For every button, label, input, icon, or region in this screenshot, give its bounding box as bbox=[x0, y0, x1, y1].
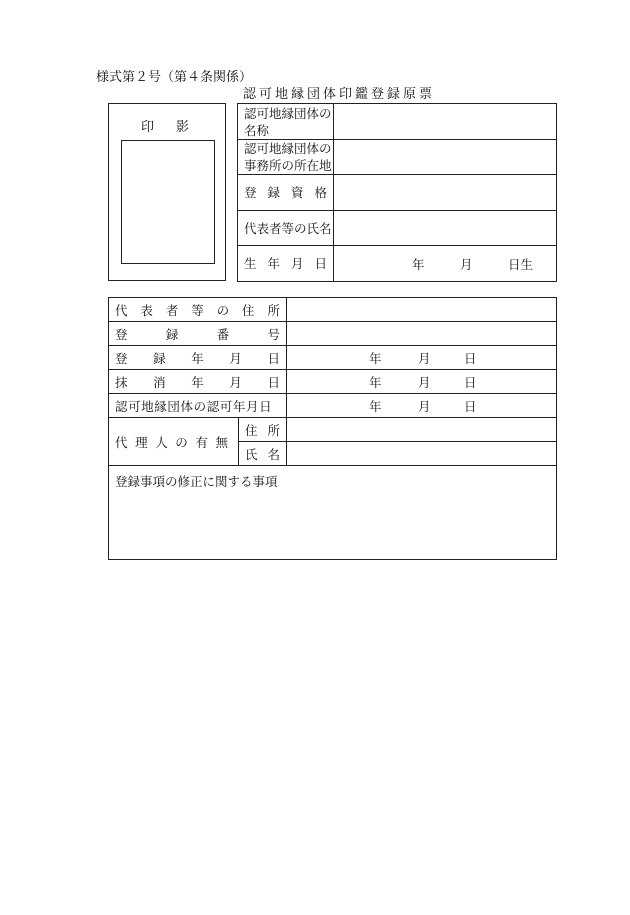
approval-date-label: 認可地縁団体の認可年月日 bbox=[109, 394, 287, 418]
registration-info-table bbox=[108, 297, 557, 560]
form-title: 認可地縁団体印鑑登録原票 bbox=[243, 87, 436, 102]
registration-number-label: 登 録 番 号 bbox=[109, 322, 287, 346]
agent-address-field[interactable] bbox=[287, 418, 557, 442]
org-name-field[interactable] bbox=[334, 104, 557, 140]
organization-info-table bbox=[237, 103, 557, 282]
representative-name-field[interactable] bbox=[334, 211, 557, 246]
form-number: 様式第２号（第４条関係） bbox=[96, 70, 253, 85]
qualification-field[interactable] bbox=[334, 175, 557, 211]
representative-name-label: 代表者等の氏名 bbox=[238, 211, 334, 246]
qualification-label: 登 録 資 格 bbox=[238, 175, 334, 211]
amendment-notes-field[interactable] bbox=[109, 466, 557, 560]
agent-name-label: 氏 名 bbox=[239, 442, 287, 466]
birthdate-label: 生 年 月 日 bbox=[238, 246, 334, 282]
registration-date-field[interactable]: 年 月 日 bbox=[287, 346, 557, 370]
office-address-field[interactable] bbox=[334, 140, 557, 175]
agent-name-field[interactable] bbox=[287, 442, 557, 466]
cancellation-date-label: 抹 消 年 月 日 bbox=[109, 370, 287, 394]
seal-impression-area bbox=[121, 140, 215, 264]
cancellation-date-field[interactable]: 年 月 日 bbox=[287, 370, 557, 394]
seal-label: 印影 bbox=[140, 120, 211, 135]
registration-date-label: 登 録 年 月 日 bbox=[109, 346, 287, 370]
registration-number-field[interactable] bbox=[287, 322, 557, 346]
agent-address-label: 住 所 bbox=[239, 418, 287, 442]
org-name-label: 認可地縁団体の 名称 bbox=[238, 104, 334, 140]
birthdate-field[interactable]: 年 月 日生 bbox=[334, 246, 557, 282]
office-address-label: 認可地縁団体の 事務所の所在地 bbox=[238, 140, 334, 175]
approval-date-field[interactable]: 年 月 日 bbox=[287, 394, 557, 418]
representative-address-label: 代 表 者 等 の 住 所 bbox=[109, 298, 287, 322]
representative-address-field[interactable] bbox=[287, 298, 557, 322]
seal-box bbox=[108, 103, 226, 281]
agent-presence-label: 代 理 人 の 有 無 bbox=[109, 418, 239, 466]
amendment-notes-label: 登録事項の修正に関する事項 bbox=[115, 474, 278, 489]
